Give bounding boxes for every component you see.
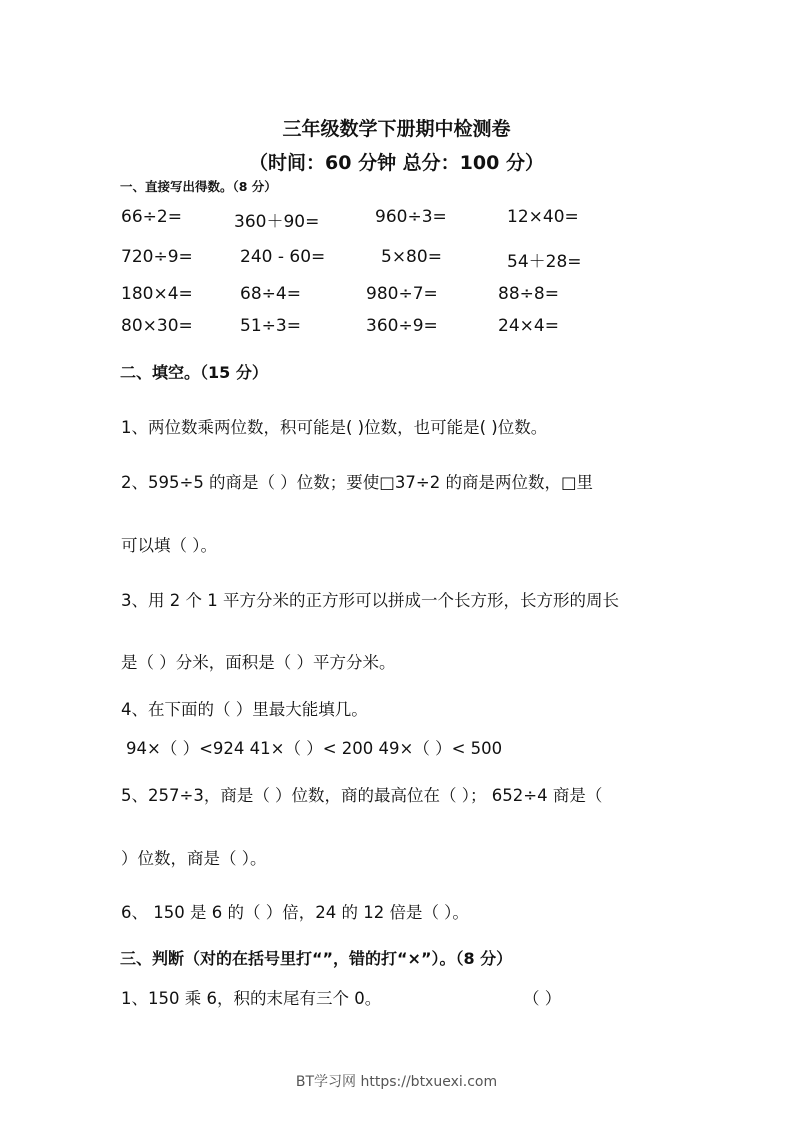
section1-heading: 一、直接写出得数。（8 分） [120, 179, 277, 194]
question-3-line1: 3、用 2 个 1 平方分米的正方形可以拼成一个长方形，长方形的周长 [121, 591, 619, 610]
calc-item: 240 - 60= [240, 247, 326, 267]
calc-item: 360÷9= [366, 316, 438, 336]
calc-item: 24×4= [498, 316, 559, 336]
calc-item: 66÷2= [121, 207, 182, 227]
footer-watermark: BT学习网 https://btxuexi.com [295, 1074, 498, 1090]
calc-item: 180×4= [121, 284, 193, 304]
question-3-line2: 是（ ）分米，面积是（ ）平方分米。 [121, 653, 396, 672]
calc-item: 5×80= [381, 247, 442, 267]
calc-item: 51÷3= [240, 316, 301, 336]
question-5-line1: 5、257÷3，商是（ ）位数，商的最高位在（ ）； 652÷4 商是（ [121, 786, 603, 805]
calc-item: 720÷9= [121, 247, 193, 267]
calc-item: 80×30= [121, 316, 193, 336]
question-1: 1、两位数乘两位数，积可能是( )位数，也可能是( )位数。 [121, 418, 548, 437]
question-5-line2: ）位数，商是（ ）。 [121, 849, 267, 868]
answer-parentheses: （ ） [523, 989, 562, 1008]
question-2-line2: 可以填（ ）。 [121, 536, 217, 555]
calc-item: 960÷3= [375, 207, 447, 227]
question-4: 4、在下面的（ ）里最大能填几。 [121, 700, 368, 719]
page-title: 三年级数学下册期中检测卷 [282, 118, 511, 140]
calc-item: 12×40= [507, 207, 579, 227]
calc-item: 360＋90= [234, 212, 320, 232]
page-subtitle: （时间：60 分钟 总分：100 分） [249, 152, 544, 174]
question-2-line1: 2、595÷5 的商是（ ）位数；要使□37÷2 的商是两位数，□里 [121, 473, 594, 492]
section3-heading: 三、判断（对的在括号里打“”，错的打“×”）。（8 分） [120, 949, 513, 968]
calc-item: 980÷7= [366, 284, 438, 304]
calc-item: 68÷4= [240, 284, 301, 304]
judge-question-1: 1、150 乘 6，积的末尾有三个 0。 [121, 989, 382, 1008]
section2-heading: 二、填空。（15 分） [120, 363, 268, 382]
question-6: 6、 150 是 6 的（ ）倍，24 的 12 倍是（ ）。 [121, 903, 469, 922]
question-4-items: 94×（ ）<924 41×（ ）< 200 49×（ ）< 500 [126, 739, 503, 758]
calc-item: 88÷8= [498, 284, 559, 304]
calc-item: 54＋28= [507, 252, 582, 272]
